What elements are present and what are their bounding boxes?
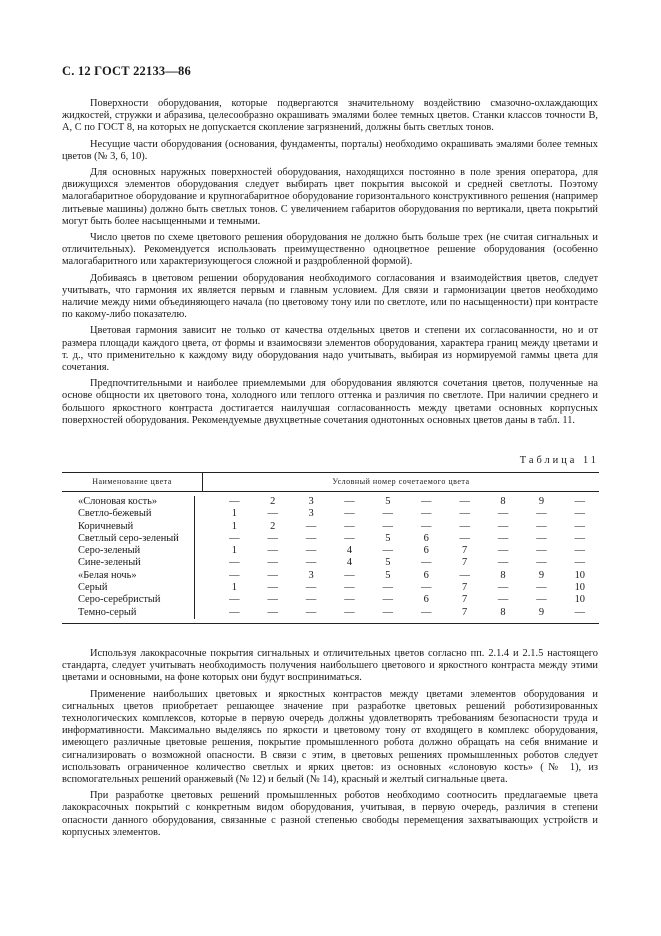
table-cell: — [382,520,394,532]
table-cell: 7 [462,557,468,569]
table-cell: — [382,545,394,557]
table-cell: 10 [574,582,585,594]
table-cell: — [574,508,585,520]
table-cell: — [267,594,278,606]
table-cell: — [267,582,278,594]
table-row [195,570,599,582]
table-cell: — [229,569,240,581]
paragraph: Применение наибольших цветовых и яркостных контрастов между цветами элементов оборудования и сигнальных цветов приобретает решающее значение при разработке цветовых решений роботизированных технологических комплексов, которые в первую очередь должны удовлетворять требованиям безопасности труда и информативности. Максимально выделяясь по яркости и цветовому тону от входящего в комплекс оборудования, имеющего различные цветовые решения, покрытие промышленного робота должно обращать на себя внимание и сигнализировать о возможной опасности. В связи с этим, в цветовых решениях промышленных роботов следует использовать ограниченное количество светлых и ярких цветов: из основных «слоновую кость» (№ 1), из вспомогательных решений оранжевый (№ 12) и белый (№ 14), красный и желтый сигнальные цвета. [62,688,598,786]
table-cell: 7 [462,582,468,594]
table-cell: — [229,496,240,507]
table-row-name: Светло-бежевый [78,508,152,520]
table-cell: — [497,508,509,520]
table-cell: — [344,594,355,606]
column-header-codes: Условный номер сочетаемого цвета [332,477,470,486]
table-cell: — [497,532,509,544]
table-caption: Таблица 11 [519,455,599,466]
table-cell: — [459,532,470,544]
table-cell: 1 [231,582,237,594]
table-cell: — [574,606,585,618]
table-cell: — [267,606,278,618]
table-cell: — [536,545,547,557]
paragraph: Используя лакокрасочные покрытия сигнальных и отличительных цветов согласно пп. 2.1.4 и 2.1.5 настоящего стандарта, следует учитывать необходимость получения наибольшего цветового и яркостного контраста между этими цветами и основными, на фоне которых они будут восприниматься. [62,648,598,684]
table-cell: — [382,582,394,594]
table-cell: 10 [574,594,585,606]
table-row-name: Серый [78,582,108,594]
paragraph: Число цветов по схеме цветового решения оборудования не должно быть больше трех (не считая сигнальных и отличительных). Рекомендуется использовать преимущественно одноцветное решение оборудования (особенно малогабаритного или характеризующегося сложной и раздробленной формой). [62,232,598,268]
table-cell: — [344,582,355,594]
table-cell: — [382,606,394,618]
table-cell: — [229,594,240,606]
table-cell: — [536,532,547,544]
table-cell: — [267,569,278,581]
table-cell: — [421,606,432,618]
table-row [195,508,599,520]
table-cell: — [536,582,547,594]
table-cell: — [229,532,240,544]
color-name-column [62,496,195,619]
body-text-top [62,98,598,431]
table-cell: — [305,582,317,594]
table-cell: — [574,520,585,532]
table-cell: 6 [423,545,429,557]
table-cell: 3 [308,508,314,520]
table-cell: — [305,606,317,618]
paragraph: Добиваясь в цветовом решении оборудования необходимого согласования и взаимодействия цветов, следует учитывать, что гармония их является первым и главным условием. Для связи и гармонизации цветов необходимо наличие между ними объединяющего начала (по цветовому тону или по светлоте, или по насыщенности) при контрасте по какому-либо показателю. [62,272,598,321]
table-cell: — [536,520,547,532]
table-cell: — [459,496,470,507]
body-text-bottom [62,648,598,843]
table-cell: 5 [385,532,391,544]
paragraph: Несущие части оборудования (основания, фундаменты, порталы) необходимо окрашивать эмалями более темных цветов (№ 3, 6, 10). [62,138,598,162]
table-row [195,557,599,569]
table-cell: 5 [385,557,391,569]
table-cell: 6 [423,532,429,544]
table-cell: — [497,582,509,594]
table-cell: — [459,520,470,532]
table-cell: 6 [423,594,429,606]
table-row-name: «Слоновая кость» [78,496,158,507]
table-cell: — [344,569,355,581]
table-row [195,607,599,619]
table-cell: — [497,557,509,569]
table-cell: — [421,582,432,594]
table-row-name: Коричневый [78,520,134,532]
table-cell: — [497,594,509,606]
column-header-name: Наименование цвета [62,473,203,491]
table-cell: 4 [346,545,353,557]
table-cell: — [421,508,432,520]
table-cell: — [267,545,278,557]
table-cell: — [497,520,509,532]
table-cell: — [267,508,278,520]
paragraph: Предпочтительными и наиболее приемлемыми для оборудования являются сочетания цветов, полученные на основе общности их цветового тона, холодного или теплого оттенка и различия по светлоте. При наличии среднего и большого яркостного контраста достигается наилучшая согласованность между цветами основных корпусных поверхностей оборудования. Рекомендуемые двухцветные сочетания однотонных основных цветов даны в табл. 11. [62,378,598,426]
table-cell: 1 [231,545,237,557]
table-cell: 5 [385,569,391,581]
table-cell: 6 [423,569,429,581]
table-cell: — [536,557,547,569]
table-row-name: Серо-серебристый [78,594,161,606]
table-cell: — [421,496,432,507]
table-row [195,582,599,594]
table-cell: — [459,569,470,581]
table-cell: 9 [538,496,545,507]
table-cell: 10 [574,569,585,581]
color-combination-table [62,472,599,624]
paragraph: Цветовая гармония зависит не только от качества отдельных цветов и степени их согласованности, но и от размера площади каждого цвета, от формы и взаимосвязи элементов оборудования, характера границ между цветами и т. д., что применительно к каждому виду оборудования надо учитывать, выбирая из нормируемой гаммы цвета для сочетания. [62,325,598,374]
table-cell: 8 [500,569,506,581]
table-cell: 4 [346,557,353,569]
table-row-name: Темно-серый [78,606,137,618]
table-cell: 2 [270,496,276,507]
table-cell: — [574,532,585,544]
table-cell: — [305,532,317,544]
table-cell: — [382,594,394,606]
table-cell: — [459,508,470,520]
table-cell: 3 [308,496,314,507]
table-cell: 7 [462,606,468,618]
table-cell: — [305,594,317,606]
table-row-name: Сине-зеленый [78,557,141,569]
table-cell: — [536,508,547,520]
paragraph: Для основных наружных поверхностей оборудования, находящихся постоянно в поле зрения оператора, для движущихся элементов оборудования следует выбирать цвет покрытия высокой и средней светлоты. Поэтому малогабаритное оборудование и крупногабаритное оборудование горизонтального конструктивного решения (например литьевые машины) должно быть светлых тонов. С увеличением габаритов оборудования по вертикали, цвета покрытий могут быть более насыщенными и темными. [62,167,598,227]
table-cell: 7 [462,594,468,606]
table-cell: 9 [538,569,545,581]
table-cell: — [305,557,317,569]
table-cell: — [421,520,432,532]
table-row [195,521,599,533]
table-cell: 8 [500,606,506,618]
table-cell: — [574,545,585,557]
table-cell: — [344,606,355,618]
table-cell: — [574,557,585,569]
table-cell: — [421,557,432,569]
table-body [62,492,599,624]
table-cell: — [229,557,240,569]
table-cell: — [267,557,278,569]
table-cell: — [344,508,355,520]
table-cell: — [344,520,355,532]
table-row [195,533,599,545]
table-cell: 8 [500,496,506,507]
table-cell: — [305,520,317,532]
table-cell: 9 [538,606,545,618]
table-cell: — [267,532,278,544]
table-row-name: «Белая ночь» [78,569,137,581]
table-cell: 1 [231,520,237,532]
table-cell: — [305,545,317,557]
table-cell: 2 [270,520,276,532]
table-cell: — [229,606,240,618]
table-cell: — [382,508,394,520]
page-header: С. 12 ГОСТ 22133—86 [62,64,191,78]
paragraph: При разработке цветовых решений промышленных роботов необходимо соотносить предлагаемые цвета лакокрасочных покрытий с конкретным видом оборудования, учитывая, в первую очередь, различия в степени опасности данного оборудования, связанные с разной степенью свободы перемещения захватывающих устройств и корпусных элементов. [62,790,598,838]
table-row [195,545,599,557]
paragraph: Поверхности оборудования, которые подвергаются значительному воздействию смазочно-охлаждающих жидкостей, стружки и абразива, целесообразно окрашивать эмалями более темных цветов. Станки классов точности В, А, С по ГОСТ 8, на которых не допускается скопление загрязнений, должны быть светлых тонов. [62,98,598,134]
table-cell: — [344,532,355,544]
color-codes-column [195,496,599,619]
table-row [195,594,599,606]
table-row [195,496,599,508]
table-cell: — [536,594,547,606]
table-cell: — [574,496,585,507]
table-cell: — [344,496,355,507]
table-cell: 3 [308,569,314,581]
table-cell: 7 [462,545,468,557]
table-row-name: Серо-зеленый [78,545,141,557]
table-cell: — [497,545,509,557]
table-header [62,473,599,492]
table-cell: 1 [231,508,237,520]
table-cell: 5 [385,496,391,507]
table-row-name: Светлый серо-зеленый [78,532,179,544]
